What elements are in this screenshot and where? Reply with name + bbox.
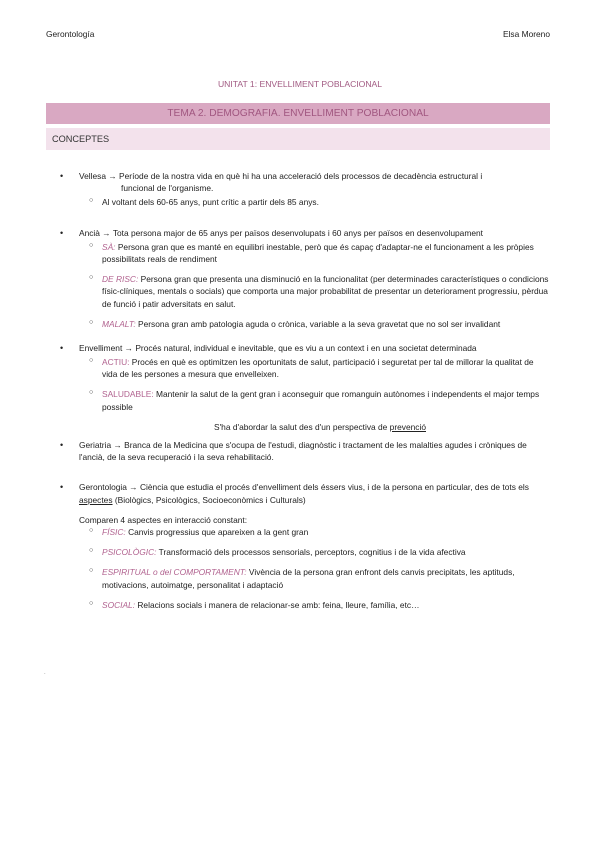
header-author: Elsa Moreno (502, 29, 550, 39)
aspect-fisic (60, 526, 550, 538)
section-title (46, 128, 550, 150)
vellesa-definition: • Vellesa → Període de la nostra vida en què hi ha una acceleració dels processos de decadència estructural i (79, 171, 483, 181)
list-item-vellesa (60, 170, 550, 194)
header-subject: Gerontología (46, 29, 95, 39)
gerontologia-text: Gerontologia → Ciència que estudia el procés d'envelliment dels éssers vius, i de la persona en particular, des de tots els (79, 482, 529, 493)
prevention-note (60, 421, 550, 433)
risc-text: Persona gran que presenta una disminució en la funcionalitat (per determinades característiques o condicions físic-clíniques, mentals o socials) que comporta una major probabilitat de presentar un deteriorament progressiu, pèrdua de funció i patir adversitats en salut. (102, 274, 549, 309)
sa-label: SÀ: (102, 241, 116, 252)
malalt-text: Persona gran amb patologia aguda o crònica, variable a la seva gravetat que no sol ser invalidant (138, 318, 501, 329)
section-title-text: CONCEPTES (52, 134, 110, 144)
tema-title: TEMA 2. DEMOGRAFIA. ENVELLIMENT POBLACIONAL (46, 103, 550, 124)
stray-mark: . (44, 670, 46, 676)
ancia-sa (60, 241, 550, 265)
page-header (46, 28, 550, 42)
malalt-label: MALALT: (102, 318, 136, 329)
aspect-espiritual (60, 566, 550, 590)
sa-text: Persona gran que es manté en equilibri inestable, però que és capaç d'adaptar-ne el funcionament a les pròpies possibilitats reals de rendiment (102, 241, 534, 264)
social-text: Relacions socials i manera de relacionar-se amb: feina, lleure, família, etc… (137, 599, 420, 610)
actiu-text: Procés en què es optimitzen les oportunitats de salut, participació i seguretat per tal de millorar la qualitat de vida de les persones a mesura que envelleixen. (102, 357, 534, 380)
fisic-text: Canvis progressius que apareixen a la gent gran (128, 526, 309, 537)
ancia-risc (60, 273, 550, 310)
espiritual-label: ESPIRITUAL o del COMPORTAMENT: (102, 567, 247, 578)
list-item-gerontologia (60, 481, 550, 505)
list-item-envelliment: • Envelliment → Procés natural, individual e inevitable, que es viu a un context i en una societat determinada (60, 342, 550, 354)
envelliment-saludable (60, 388, 550, 412)
list-item-geriatria: • Geriatria → Branca de la Medicina que s'ocupa de l'estudi, diagnòstic i tractament de les malalties agudes i cròniques de l'ancià, de la seva recuperació i la seva rehabilitació. (60, 439, 550, 463)
psicologic-text: Transformació dels processos sensorials, perceptors, cognitius i de la vida afectiva (158, 547, 466, 558)
vellesa-definition-cont: funcional de l'organisme. (121, 183, 214, 194)
ancia-malalt (60, 318, 550, 330)
actiu-label: ACTIU: (102, 357, 130, 368)
fisic-label: FÍSIC: (102, 526, 126, 537)
aspect-social (60, 599, 550, 611)
psicologic-label: PSICOLÒGIC: (102, 547, 157, 558)
espiritual-text: Vivència de la persona gran enfront dels canvis precipitats, les aptituds, motivacions, autoimatge, personalitat i adaptació (102, 567, 515, 590)
list-item-ancia: • Ancià → Tota persona major de 65 anys per països desenvolupats i 60 anys per països en desenvolupament (60, 227, 550, 239)
social-label: SOCIAL: (102, 599, 136, 610)
gerontologia-text-end: (Biològics, Psicològics, Socioeconòmics i Culturals) (114, 494, 306, 505)
gerontologia-underlined: aspectes (79, 494, 113, 505)
concepts-content (60, 170, 550, 613)
envelliment-actiu (60, 356, 550, 380)
gerontologia-intro: Comparen 4 aspectes en interacció constant: (79, 514, 248, 525)
risc-label: DE RISC: (102, 274, 139, 285)
vellesa-sub: ○ Al voltant dels 60-65 anys, punt crític a partir dels 85 anys. (60, 196, 550, 208)
prevention-note-text: S'ha d'abordar la salut des d'un perspectiva de (214, 421, 388, 432)
saludable-text: Mantenir la salut de la gent gran i aconseguir que romanguin autònomes i independents el major temps possible (102, 389, 540, 412)
prevention-note-underlined: prevenció (389, 421, 426, 432)
saludable-label: SALUDABLE: (102, 389, 154, 400)
aspect-psicologic (60, 546, 550, 558)
unit-title: UNITAT 1: ENVELLIMENT POBLACIONAL (217, 79, 383, 89)
